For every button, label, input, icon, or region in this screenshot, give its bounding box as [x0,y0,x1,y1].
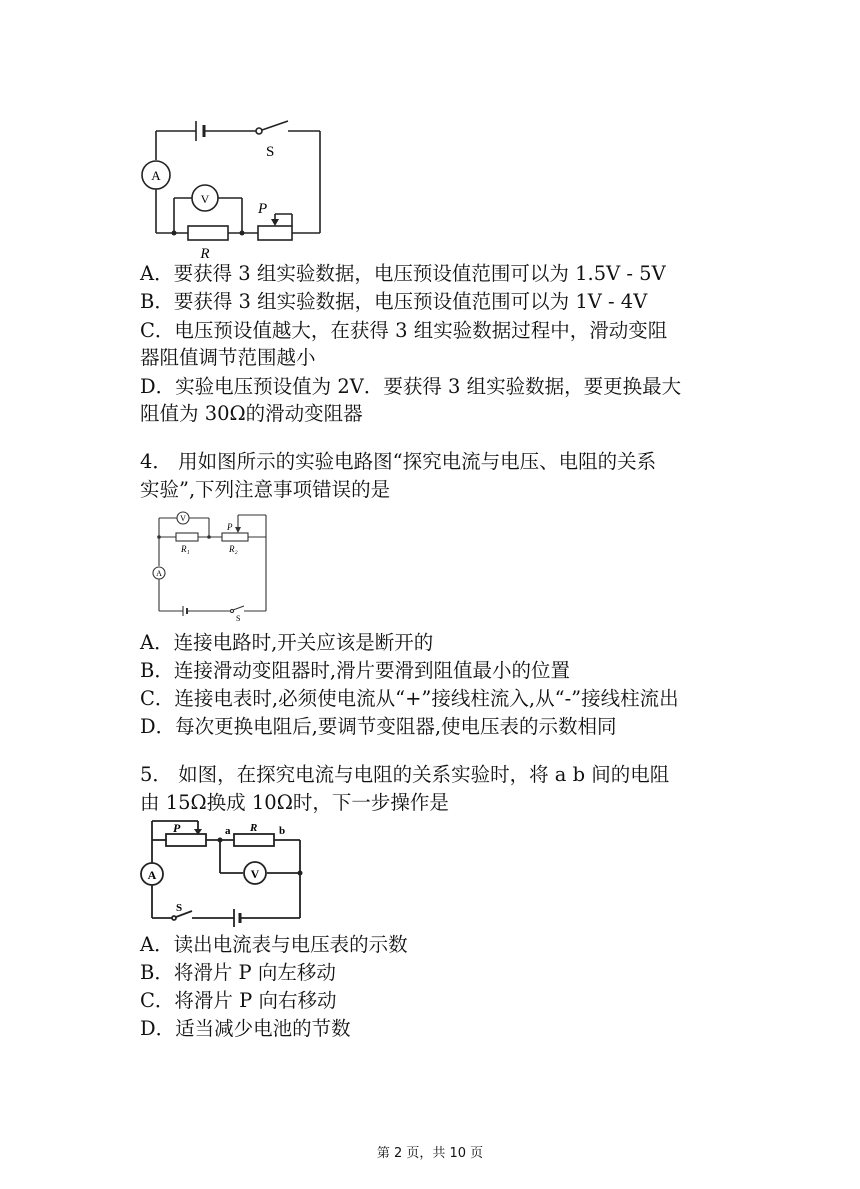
page-footer: 第 2 页，共 10 页 [376,1146,484,1161]
r2-label: R₂ [229,544,238,554]
rheostat-symbol [166,834,206,846]
q4-circuit-diagram [150,505,272,625]
q3-option-c: C．电压预设值越大，在获得 3 组实验数据过程中，滑动变阻 [140,319,668,342]
q4-option-b: B．连接滑动变阻器时,滑片要滑到阻值最小的位置 [140,659,571,682]
q5-option-d: D．适当减少电池的节数 [140,1017,351,1040]
q5-option-a: A．读出电流表与电压表的示数 [140,933,408,956]
voltmeter-label: V [250,867,260,881]
q5-option-c: C．将滑片 P 向右移动 [140,989,337,1012]
r1-symbol [176,533,198,541]
q5-stem-line-2: 由 15Ω换成 10Ω时，下一步操作是 [140,791,449,814]
switch-label: S [176,902,183,914]
q4-option-c: C．连接电表时,必须使电流从“+”接线柱流入,从“-”接线柱流出 [140,687,679,710]
ammeter-label: A [147,868,157,882]
terminal-b-label: b [279,825,286,837]
resistor-symbol [234,834,274,846]
q3-option-c-cont: 器阻值调节范围越小 [140,346,316,369]
q4-option-a: A．连接电路时,开关应该是断开的 [140,631,434,654]
slider-arrowhead [235,527,241,533]
q3-option-b: B．要获得 3 组实验数据，电压预设值范围可以为 1V ‐ 4V [140,290,648,313]
switch-label: S [266,144,275,160]
q4-option-d: D．每次更换电阻后,要调节变阻器,使电压表的示数相同 [140,715,617,738]
q5-option-b: B．将滑片 P 向左移动 [140,961,336,984]
q3-option-d-cont: 阻值为 30Ω的滑动变阻器 [140,402,363,425]
switch-pivot [256,128,262,134]
switch-blade [262,121,288,130]
voltmeter-label: V [180,514,186,523]
slider-label: P [258,201,268,217]
slider-label: P [227,522,233,532]
switch-label: S [236,614,241,623]
terminal-a-label: a [225,825,231,837]
q3-option-d: D．实验电压预设值为 2V．要获得 3 组实验数据，要更换最大 [140,375,682,398]
resistor-label: R [200,246,210,260]
voltmeter-label: V [200,192,210,206]
resistor-label: R [250,822,258,834]
r2-symbol [222,533,248,541]
resistor-symbol [188,226,228,240]
switch-blade [233,606,244,610]
q4-stem-line-1: 4． 用如图所示的实验电路图“探究电流与电压、电阻的关系 [140,450,657,473]
r1-label: R₁ [181,544,190,554]
q3-option-a: A．要获得 3 组实验数据，电压预设值范围可以为 1.5V ‐ 5V [140,262,666,285]
q5-stem-line-1: 5． 如图，在探究电流与电阻的关系实验时，将 a b 间的电阻 [140,763,670,786]
ammeter-label: A [151,168,161,183]
ammeter-label: A [156,569,162,578]
q4-stem-line-2: 实验”,下列注意事项错误的是 [140,478,391,501]
slider-arrowhead [271,219,279,226]
q3-circuit-diagram [138,112,330,260]
q5-circuit-diagram [136,817,308,927]
slider-label: P [173,821,181,835]
rheostat-symbol [258,226,292,240]
